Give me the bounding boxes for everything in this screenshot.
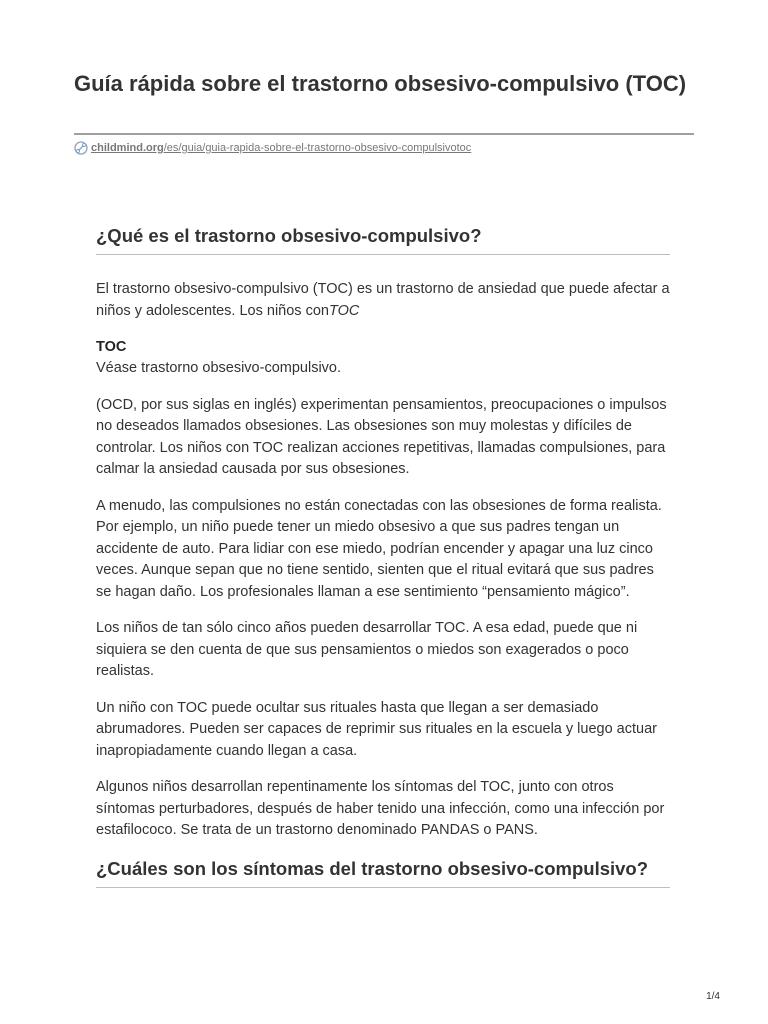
title-divider bbox=[74, 133, 694, 135]
source-url[interactable] bbox=[74, 141, 471, 155]
section-heading-what-is-ocd: ¿Qué es el trastorno obsesivo-compulsivo? bbox=[96, 224, 670, 255]
glossary-definition: Véase trastorno obsesivo-compulsivo. bbox=[96, 360, 342, 376]
paragraph: Algunos niños desarrollan repentinamente los síntomas del TOC, junto con otros síntomas perturbadores, después de haber tenido una infección, como una infección por estafilococo. Se trata de un trastorno denominado PANDAS o PANS. bbox=[96, 779, 665, 838]
page-title: Guía rápida sobre el trastorno obsesivo-compulsivo (TOC) bbox=[74, 71, 687, 96]
paragraph: (OCD, por sus siglas en inglés) experimentan pensamientos, preocupaciones o impulsos no deseados llamados obsesiones. Las obsesiones son muy molestas y difíciles de controlar. Los niños con TOC realizan acciones repetitivas, llamadas compulsiones, para calmar la ansiedad causada por sus obsesiones. bbox=[96, 396, 667, 477]
article-body bbox=[96, 224, 670, 888]
source-domain[interactable]: childmind.org bbox=[91, 142, 164, 154]
paragraph: Un niño con TOC puede ocultar sus rituales hasta que llegan a ser demasiado abrumadores. Pueden ser capaces de reprimir sus rituales en la escuela y luego actuar inapropiadamente cuando llegan a casa. bbox=[96, 699, 657, 759]
intro-paragraph bbox=[96, 279, 670, 322]
glossary-term: TOC bbox=[96, 339, 127, 355]
section-heading-symptoms: ¿Cuáles son los síntomas del trastorno obsesivo-compulsivo? bbox=[96, 857, 670, 888]
page-number: 1/4 bbox=[706, 991, 720, 1002]
intro-text: El trastorno obsesivo-compulsivo (TOC) es un trastorno de ansiedad que puede afectar a niños y adolescentes. Los niños con bbox=[96, 281, 670, 319]
link-icon bbox=[74, 141, 88, 155]
paragraph: Los niños de tan sólo cinco años pueden desarrollar TOC. A esa edad, puede que ni siquiera se den cuenta de que sus pensamientos o miedos son exagerados o poco realistas. bbox=[96, 620, 638, 679]
intro-italic-term: TOC bbox=[328, 302, 360, 319]
source-path[interactable]: /es/guia/guia-rapida-sobre-el-trastorno-obsesivo-compulsivotoc bbox=[163, 142, 472, 154]
paragraph: A menudo, las compulsiones no están conectadas con las obsesiones de forma realista. Por ejemplo, un niño puede tener un miedo obsesivo a que sus padres tengan un accidente de auto. Para lidiar con ese miedo, podrían encender y apagar una luz cinco veces. Aunque sepan que no tiene sentido, sienten que el ritual evitará que sus padres se hagan daño. Los profesionales llaman a ese sentimiento “pensamiento mágico”. bbox=[96, 497, 662, 600]
